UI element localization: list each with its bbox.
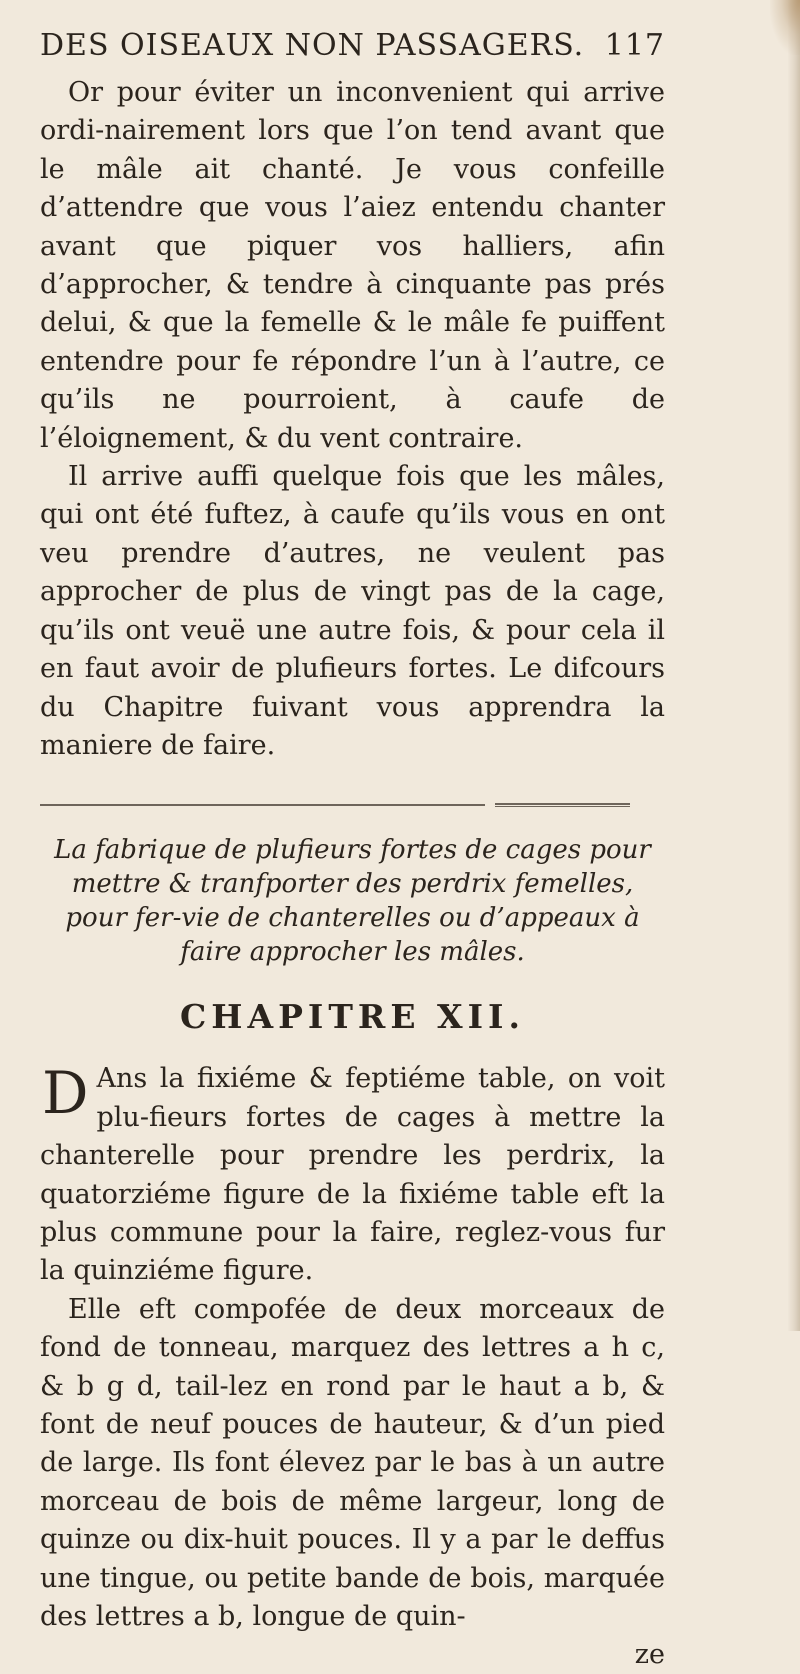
catchword: ze <box>634 1639 665 1671</box>
chapter-heading: CHAPITRE XII. <box>180 997 525 1037</box>
divider-rule-right <box>495 803 630 807</box>
section-divider <box>40 801 665 809</box>
chapter-paragraph-2: Elle eft compofée de deux morceaux de fond de tonneau, marquez des lettres a h c, & b g d, tail-lez en rond par le haut a b, & font de neuf pouces de hauteur, & d’un pied de large. Ils font élevez par le bas à un autre morceau de bois de même largeur, long de quinze ou dix-huit pouces. Il y a par le deffus une tingue, ou petite bande de bois, marquée des lettres a b, longue de quin- <box>40 1293 665 1632</box>
book-page <box>40 28 665 1674</box>
chapter-paragraph-1 <box>40 1060 665 1290</box>
paragraph-1: Or pour éviter un inconvenient qui arrive ordi-nairement lors que l’on tend avant que le mâle ait chanté. Je vous confeille d’attendre que vous l’aiez entendu chanter avant que piquer vos halliers, afin d’approcher, & tendre à cinquante pas prés delui, & que la femelle & le mâle fe puiffent entendre pour fe répondre l’un à l’autre, ce qu’ils ne pourroient, à caufe de l’éloignement, & du vent contraire. <box>40 77 665 454</box>
paragraph-2: Il arrive auffi quelque fois que les mâles, qui ont été fuftez, à caufe qu’ils vous en ont veu prendre d’autres, ne veulent pas approcher de plus de vingt pas de la cage, qu’ils ont veuë une autre fois, & pour cela il en faut avoir de plufieurs fortes. Le difcours du Chapitre fuivant vous apprendra la maniere de faire. <box>40 461 665 761</box>
section-summary: La fabrique de plufieurs fortes de cages pour mettre & tranfporter des perdrix femelles, pour fer-vie de chanterelles ou d’appeaux à faire approcher les mâles. <box>54 835 651 968</box>
running-title: DES OISEAUX NON PASSAGERS. <box>40 28 585 63</box>
page-stain <box>770 0 800 55</box>
running-header <box>40 28 665 74</box>
drop-cap: D <box>42 1059 89 1128</box>
page-edge <box>788 0 800 1331</box>
page-number: 117 <box>604 28 665 63</box>
chapter-paragraph-1-text: Ans la fixiéme & feptiéme table, on voit plu-fieurs fortes de cages à mettre la chanterelle pour prendre les perdrix, la quatorziéme figure de la fixiéme table eft la plus commune pour la faire, reglez-vous fur la quinziéme figure. <box>40 1063 665 1287</box>
divider-rule-left <box>40 804 485 806</box>
